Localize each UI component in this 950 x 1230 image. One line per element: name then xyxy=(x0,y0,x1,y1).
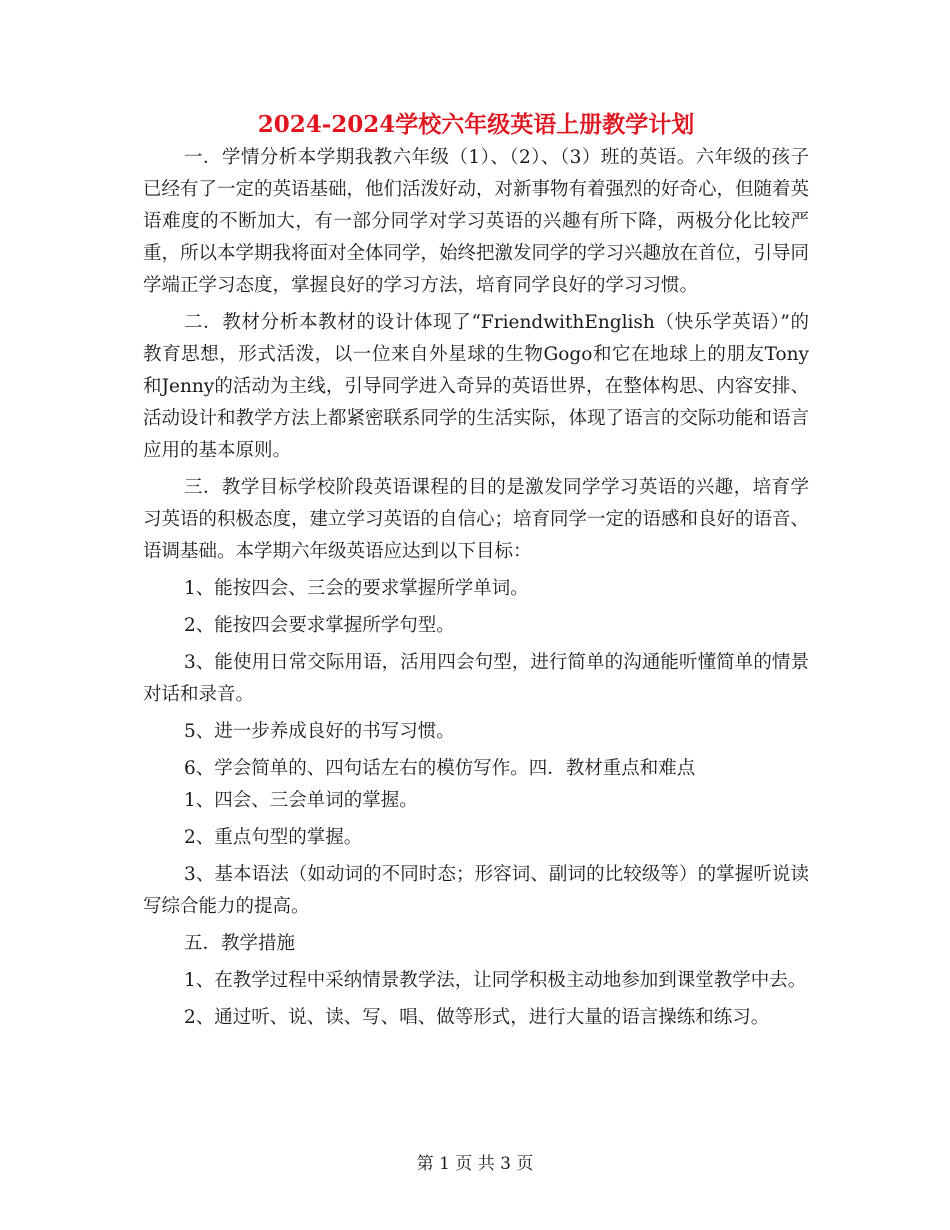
list-item-focus-2: 2、重点句型的掌握。 xyxy=(184,827,363,848)
document-title: 2024-2024学校六年级英语上册教学计划 xyxy=(257,111,695,138)
paragraph-textbook-analysis: 二．教材分析本教材的设计体现了“FriendwithEnglish（快乐学英语）”的教育思想，形式活泼，以一位来自外星球的生物Gogo和它在地球上的朋友Tony和Jenny的活动为主线，引导同学进入奇异的英语世界，在整体构思、内容安排、活动设计和教学方法上都紧密联系同学的生活实际，体现了语言的交际功能和语言应用的基本原则。 xyxy=(143,312,810,461)
paragraph-learning-analysis: 一．学情分析本学期我教六年级（1）、（2）、（3）班的英语。六年级的孩子已经有了一定的英语基础，他们活泼好动，对新事物有着强烈的好奇心，但随着英语难度的不断加大，有一部分同学对学习英语的兴趣有所下降，两极分化比较严重，所以本学期我将面对全体同学，始终把激发同学的学习兴趣放在首位，引导同学端正学习态度，掌握良好的学习方法，培育同学良好的学习习惯。 xyxy=(143,147,810,296)
list-item-focus-3: 3、基本语法（如动词的不同时态；形容词、副词的比较级等）的掌握听说读写综合能力的提高。 xyxy=(143,864,809,917)
list-item-focus-1: 1、四会、三会单词的掌握。 xyxy=(184,790,418,811)
page-footer: 第 1 页 共 3 页 xyxy=(416,1154,534,1174)
list-item-goal-3: 3、能使用日常交际用语，活用四会句型，进行简单的沟通能听懂简单的情景对话和录音。 xyxy=(143,652,809,705)
list-item-measure-2: 2、通过听、说、读、写、唱、做等形式，进行大量的语言操练和练习。 xyxy=(184,1007,770,1028)
document-page xyxy=(143,108,809,1034)
list-item-goal-5: 5、进一步养成良好的书写习惯。 xyxy=(184,721,455,742)
list-item-goal-6: 6、学会简单的、四句话左右的模仿写作。四．教材重点和难点 xyxy=(184,758,696,779)
list-item-goal-2: 2、能按四会要求掌握所学句型。 xyxy=(184,615,455,636)
list-item-goal-1: 1、能按四会、三会的要求掌握所学单词。 xyxy=(184,578,529,599)
list-item-measure-1: 1、在教学过程中采纳情景教学法，让同学积极主动地参加到课堂教学中去。 xyxy=(184,970,807,991)
section-heading-teaching-measures: 五．教学措施 xyxy=(184,933,296,954)
paragraph-teaching-goals: 三．教学目标学校阶段英语课程的目的是激发同学学习英语的兴趣，培育学习英语的积极态度，建立学习英语的自信心；培育同学一定的语感和良好的语音、语调基础。本学期六年级英语应达到以下目标： xyxy=(143,477,810,562)
